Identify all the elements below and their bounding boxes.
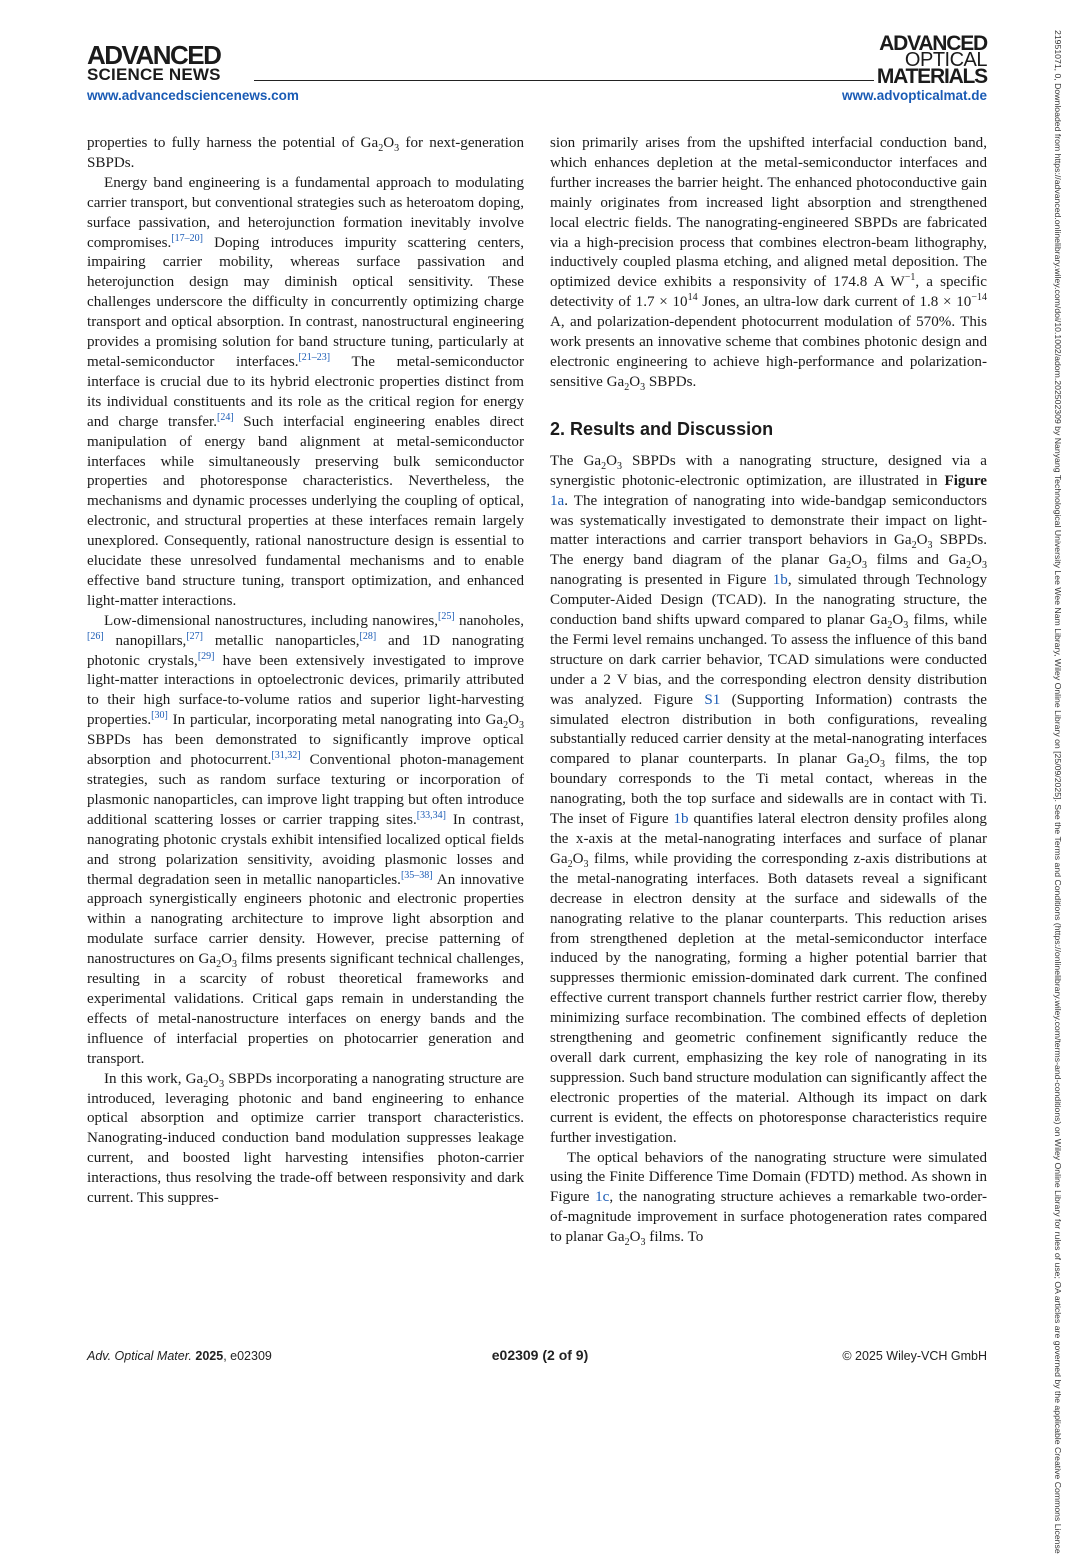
download-sidenote bbox=[1049, 30, 1063, 1554]
publisher-url-link[interactable]: www.advancedsciencenews.com bbox=[87, 88, 299, 103]
citation-link[interactable]: [26] bbox=[87, 630, 104, 642]
paragraph: properties to fully harness the potential of $Ga_2O_3$ for next-generation SBPDs. bbox=[87, 135, 525, 171]
figure-link[interactable]: 1c bbox=[595, 1189, 610, 1206]
paragraph: In this work, $Ga_2O_3$ SBPDs incorporating a nanograting structure are introduced, leveraging photonic and band engineering to enhance optical absorption and optimize carrier transport characteristics. Nanograting-induced conduction band modulation suppresses leakage current, and boosted light harvesting intensifies photon-carrier interactions, thus resolving the trade-off between responsivity and dark current. This suppres- bbox=[87, 1070, 524, 1207]
citation-link[interactable]: [25] bbox=[438, 610, 455, 622]
journal-logo-line2: OPTICAL bbox=[904, 49, 987, 71]
citation-link[interactable]: [35–38] bbox=[400, 869, 433, 881]
right-column bbox=[550, 134, 987, 1248]
section-heading: 2. Results and Discussion bbox=[550, 418, 774, 439]
publisher-logo-line1: ADVANCED bbox=[87, 40, 221, 70]
publisher-logo-line2: SCIENCE NEWS bbox=[87, 65, 221, 84]
figure-link[interactable]: S1 bbox=[704, 691, 721, 708]
citation-link[interactable]: [29] bbox=[197, 650, 215, 662]
paragraph: sion primarily arises from the upshifted interfacial conduction band, which enhances depletion at the metal-semiconductor interfaces and further increases the barrier height. The enhanced photoconductive gain mainly originates from increased light absorption and strengthened local electric fields. The nanograting-engineered SBPDs are fabricated via a high-precision process that combines electron-beam lithography, inductively coupled plasma etching, and aligned metal deposition. The optimized device exhibits a responsivity of 174.8 A $W^{-1}$, a specific detectivity of $1.7 \times 10^{14}$ Jones, an ultra-low dark current of $1.8 \times 10^{-14}$ A, and polarization-dependent photocurrent modulation of 570%. This work presents an innovative scheme that combines photonic design and electronic engineering to achieve high-performance and polarization-sensitive $Ga_2O_3$ SBPDs. bbox=[550, 135, 987, 393]
citation-link[interactable]: [28] bbox=[359, 630, 377, 642]
paragraph: Low-dimensional nanostructures, including nanowires,[25] nanoholes,[26] nanopillars,[27] metallic nanoparticles,[28] and 1D nanograting photonic crystals,[29] have been extensively investigated to improve light-matter interactions in optoelectronic devices, primarily attributed to their high surface-to-volume ratios and superior light-harvesting properties.[30] In particular, incorporating metal nanograting into $Ga_2O_3$ SBPDs has been demonstrated to significantly improve optical absorption and photocurrent.[31,32] Conventional photon-management strategies, such as random surface texturing or incorporation of plasmonic nanoparticles, can improve light trapping but often introduce additional scattering losses or carrier trapping sites.[33,34] In contrast, nanograting photonic crystals exhibit intensified localized optical fields and strong polarization sensitivity, avoiding plasmonic losses and thermal degradation seen in metallic nanoparticles.[35–38] An innovative approach synergistically engineers photonic and electronic properties within a nanograting architecture to improve light absorption and modulate surface carrier density. However, precise patterning of nanostructures on $Ga_2O_3$ films presents significant technical challenges, resulting in a scarcity of robust theoretical frameworks and experimental validations. Critical gaps remain in understanding the effects of metal-nanostructure interfaces on energy bands and the influence of interfacial properties on photocarrier generation and transport. bbox=[87, 610, 525, 1067]
citation-link[interactable]: [33,34] bbox=[416, 809, 446, 821]
publisher-logo bbox=[87, 40, 221, 84]
citation-link[interactable]: [21–23] bbox=[298, 351, 331, 363]
page-number: e02309 (2 of 9) bbox=[491, 1347, 589, 1363]
header-rule bbox=[254, 80, 874, 81]
footer-article: e02309 bbox=[230, 1349, 272, 1363]
journal-url-link[interactable]: www.advopticalmat.de bbox=[841, 88, 987, 103]
paragraph: The $Ga_2O_3$ SBPDs with a nanograting structure, designed via a synergistic photonic-electronic optimization, are illustrated in Figure 1a. The integration of nanograting into wide-bandgap semiconductors was systematically investigated to demonstrate their impact on light-matter interactions and carrier transport behaviors in $Ga_2O_3$ SBPDs. The energy band diagram of the planar $Ga_2O_3$ films and $Ga_2O_3$ nanograting is presented in Figure 1b, simulated through Technology Computer-Aided Design (TCAD). In the nanograting structure, the conduction band shifts upward compared to planar $Ga_2O_3$ films, while the Fermi level remains unchanged. To assess the influence of this band structure on dark carrier behavior, TCAD simulations were conducted under a 2 V bias, and the corresponding electron density distribution was analyzed. Figure S1 (Supporting Information) contrasts the simulated electron distribution in both configurations, revealing substantially reduced carrier density at the metal-nanograting interfaces compared to planar counterparts. In planar $Ga_2O_3$ films, the top boundary corresponds to the Ti metal contact, whereas in the nanograting, both the top surface and sidewalls are in contact with Ti. The inset of Figure 1b quantifies lateral electron density profiles along the x-axis at the metal-nanograting interfaces and surface of planar $Ga_2O_3$ films, while providing the corresponding z-axis distributions at the metal-nanograting interfaces. Both datasets reveal a significant decrease in electron density at the surface and sidewalls of the nanograting relative to the planar counterparts. This reduction arises from strengthened depletion at the metal-semiconductor interface induced by the nanograting, forming a higher potential barrier that suppresses thermionic emission-dominated dark current. The confined effective current transport channels further restrict carrier flow, thereby minimizing surface recombination. The combined effects of depletion strengthening and geometric confinement significantly reduce the overall dark current, emphasizing the key role of nanograting in its suppression. Such band structure modulation can significantly affect the electronic properties of the material. Although its impact on dark current is evident, the effects on photoresponse characteristics require further investigation. bbox=[550, 452, 987, 1146]
citation-link[interactable]: [27] bbox=[186, 630, 204, 642]
footer-copyright: © 2025 Wiley-VCH GmbH bbox=[842, 1349, 987, 1363]
figure-link[interactable]: 1a bbox=[550, 492, 565, 509]
journal-logo bbox=[876, 32, 987, 88]
footer-citation: Adv. Optical Mater. 2025, e02309 bbox=[87, 1349, 272, 1363]
citation-link[interactable]: [30] bbox=[151, 710, 168, 722]
left-column bbox=[87, 134, 524, 1209]
figure-link[interactable]: 1b bbox=[772, 572, 788, 589]
paragraph: The optical behaviors of the nanograting structure were simulated using the Finite Difference Time Domain (FDTD) method. As shown in Figure 1c, the nanograting structure achieves a remarkable two-order-of-magnitude improvement in surface photogeneration rates compared to planar $Ga_2O_3$ films. To bbox=[550, 1149, 987, 1249]
citation-link[interactable]: [17–20] bbox=[171, 232, 203, 244]
paragraph: Energy band engineering is a fundamental approach to modulating carrier transport, but conventional strategies such as heteroatom doping, surface passivation, and heterojunction formation inevitably involve compromises.[17–20] Doping introduces impurity scattering centers, impairing carrier mobility, whereas surface passivation and heterojunction design may diminish optical sensitivity. These challenges underscore the difficulty in concurrently optimizing charge transport and optical absorption. In contrast, nanostructural engineering provides a promising solution for band structure tuning, particularly at metal-semiconductor interfaces.[21–23] The metal-semiconductor interface is crucial due to its hybrid electronic properties distinct from its individual constituents and its role as the critical region for energy and charge transfer.[24] Such interfacial engineering enables direct manipulation of energy band alignment at metal-semiconductor interfaces while simultaneously preserving bulk semiconductor properties and photoresponse characteristics. Nevertheless, the mechanisms and dynamic processes underlying the coupling of optical, electronic, and structural properties at these interfaces remain largely unexplored. Consequently, rational nanostructure design is essential to elucidate these unresolved fundamental mechanisms and to enable effective band structure tuning, transport optimization, and enhanced light-matter interactions. bbox=[87, 174, 524, 609]
footer-year: 2025 bbox=[195, 1349, 224, 1363]
footer-journal: Adv. Optical Mater. bbox=[87, 1349, 192, 1363]
journal-logo-line1: ADVANCED bbox=[879, 32, 987, 55]
journal-logo-line3: MATERIALS bbox=[876, 65, 987, 88]
citation-link[interactable]: [31,32] bbox=[271, 750, 301, 762]
download-sidenote-text: 21951071, 0, Downloaded from https://advanced.onlinelibrary.wiley.com/doi/10.1002/adom.202502309 by Nanyang Technological University Lee Wee Nam Library, Wiley Online Library on [25/09/2025]. See the Terms and Conditions (https://onlinelibrary.wiley.com/terms-and-conditions) on Wiley Online Library for rules of use; OA articles are governed by the applicable Creative Commons License bbox=[1053, 30, 1063, 1554]
figure-link[interactable]: 1b bbox=[673, 811, 689, 828]
citation-link[interactable]: [24] bbox=[217, 411, 234, 423]
